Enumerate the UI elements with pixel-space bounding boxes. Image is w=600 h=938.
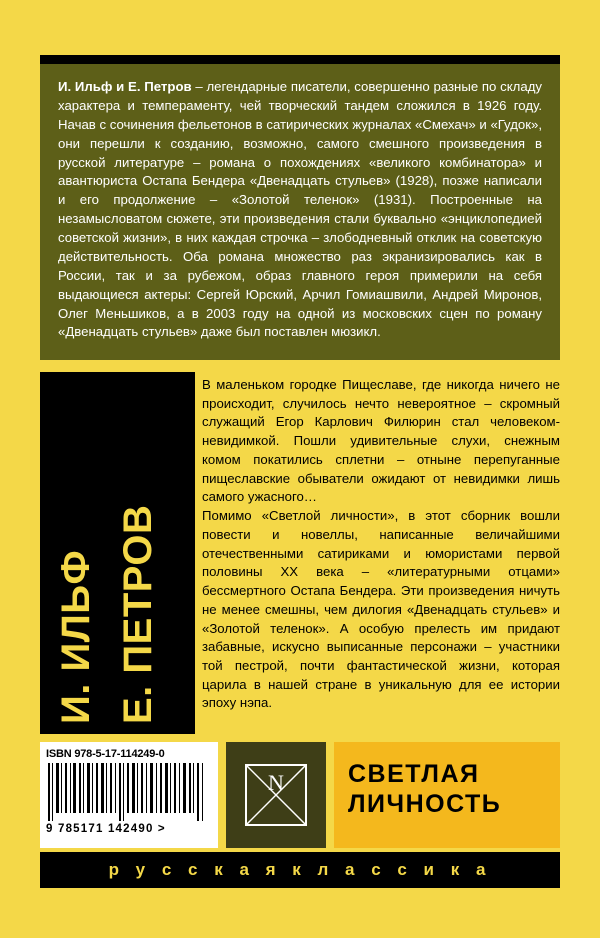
author-name-ilf: И. ИЛЬФ	[54, 549, 98, 724]
book-title-box	[334, 742, 560, 848]
annotation-paragraph	[58, 78, 542, 342]
book-title-line-1: СВЕТЛАЯ	[348, 760, 480, 788]
description-paragraph-2: Помимо «Светлой личности», в этот сборник вошли повести и новеллы, написанные величайшими отечественными сатириками и юмористами первой половины XX века – «литературными отцами» бессмертного Остапа Бендера. Эти произведения ничуть не менее смешны, чем дилогия «Двенадцать стульев» и «Золотой теленок». А особую прелесть им придают забавные, искусно выписанные персонажи – участники той пестрой, почти фантастической жизни, которая царила в нашей стране в уникальную для ее истории эпоху нэпа.	[202, 508, 560, 711]
barcode-icon	[46, 763, 212, 821]
annotation-body-text: – легендарные писатели, совершенно разные по складу характера и темпераменту, чей творческий тандем сложился в 1926 году. Начав с сочинения фельетонов в сатирических журналах «Смехач» и «Гудок», они перешли к созданию, возможно, самого смешного произведения в русской литературе – романа о похождениях «великого комбинатора» и авантюриста Остапа Бендера «Двенадцать стульев» (1928), позже написали и его продолжение – «Золотой теленок» (1931). Построенные на незамысловатом сюжете, эти произведения стали буквально «энциклопедией советской жизни», в них каждая строчка – злободневный отклик на советскую действительность. Оба романа множество раз экранизировались как в России, так и за рубежом, образ главного героя примерили на себя выдающиеся актеры: Сергей Юрский, Арчил Гомиашвили, Андрей Миронов, Олег Меньшиков, а в 2003 году на одной из московских сцен по роману «Двенадцать стульев» даже был поставлен мюзикл.	[58, 79, 542, 340]
barcode-block	[40, 742, 218, 848]
author-name-panel	[40, 372, 195, 734]
publisher-logo	[226, 742, 326, 848]
isbn-label: ISBN 978-5-17-114249-0	[46, 748, 165, 760]
book-description	[202, 372, 560, 734]
book-title-line-2: ЛИЧНОСТЬ	[348, 789, 502, 818]
bottom-section	[40, 742, 560, 848]
publisher-mark-icon	[245, 764, 307, 826]
annotation-lead-authors: И. Ильф и Е. Петров	[58, 79, 192, 94]
svg-text:N: N	[268, 770, 284, 795]
barcode-number: 9 785171 142490 >	[46, 823, 166, 835]
description-paragraph-1: В маленьком городке Пищеславе, где никогда ничего не происходит, случилось нечто невероятное – скромный служащий Егор Карлович Филюрин стал человеком-невидимкой. Пошли удивительные слухи, снежным комом покатились сплетни – отныне перепуганные пищеславские обыватели ожидают от невидимки лишь самого ужасного…	[202, 377, 560, 505]
author-annotation-block	[40, 64, 560, 360]
author-name-petrov: Е. ПЕТРОВ	[116, 504, 160, 724]
description-section	[40, 372, 560, 734]
series-label: р у с с к а я к л а с с и к а	[40, 852, 560, 888]
top-divider-bar	[40, 55, 560, 64]
